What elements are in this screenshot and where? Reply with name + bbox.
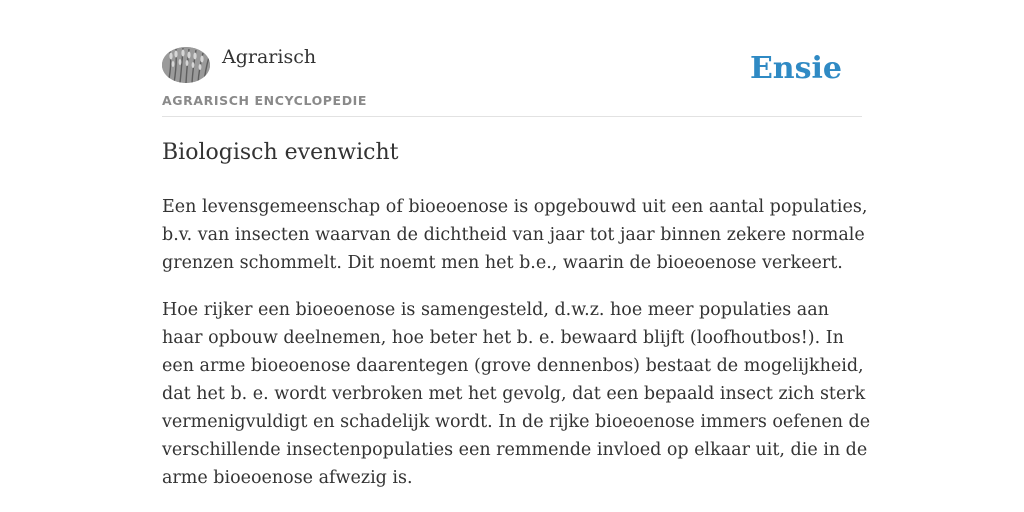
ensie-logo[interactable]: Ensie: [749, 51, 842, 86]
article-body: [162, 193, 872, 511]
page-title: Biologisch evenwicht: [162, 140, 399, 165]
article-paragraph: Hoe rijker een bioeoenose is samengesteld, d.w.z. hoe meer populaties aan haar opbouw deelnemen, hoe beter het b. e. bewaard blijft (loofhoutbos!). In een arme bioeoenose daarentegen (grove dennenbos) bestaat de mogelijkheid, dat het b. e. wordt verbroken met het gevolg, dat een bepaald insect zich sterk vermenigvuldigt en schadelijk wordt. In de rijke bioeoenose immers oefenen de verschillende insectenpopulaties een remmende invloed op elkaar uit, die in de arme bioeoenose afwezig is.: [162, 300, 871, 488]
source-name[interactable]: Agrarisch: [222, 46, 317, 68]
source-subtitle: AGRARISCH ENCYCLOPEDIE: [162, 93, 368, 108]
wheat-icon[interactable]: [162, 47, 210, 83]
article-paragraph: Een levensgemeenschap of bioeoenose is opgebouwd uit een aantal populaties, b.v. van insecten waarvan de dichtheid van jaar tot jaar binnen zekere normale grenzen schommelt. Dit noemt men het b.e., waarin de bioeoenose verkeert.: [162, 197, 868, 273]
site-header: [162, 44, 862, 117]
